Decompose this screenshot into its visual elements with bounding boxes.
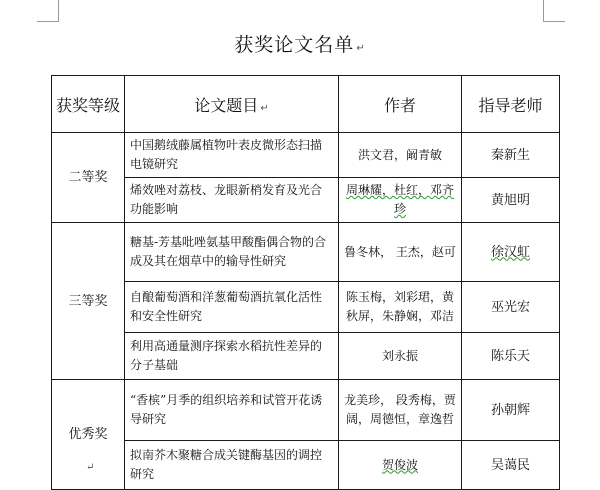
paper-title-cell: 自酿葡萄酒和洋葱葡萄酒抗氧化活性和安全性研究 <box>125 282 339 333</box>
crop-mark-top-left-vertical <box>58 0 59 22</box>
paragraph-mark-icon: ↵ <box>356 43 366 54</box>
paper-title-cell: 烯效唑对荔枝、龙眼新梢发育及光合功能影响 <box>125 178 339 223</box>
authors-cell: 鲁冬林， 王杰，赵可 <box>339 223 462 282</box>
table-row <box>52 333 560 380</box>
advisor-cell: 陈乐天 <box>462 333 560 380</box>
header-advisor: 指导老师 <box>462 76 560 133</box>
advisor-cell: 吴蔼民 <box>462 441 560 490</box>
paper-title-cell: 拟南芥木聚糖合成关键酶基因的调控研究 <box>125 441 339 490</box>
table-row <box>52 380 560 441</box>
header-row <box>52 76 560 133</box>
level-cell: 二等奖 <box>52 133 125 223</box>
paragraph-mark-icon: ↵ <box>260 102 269 114</box>
crop-mark-top-right-horizontal <box>543 21 565 22</box>
paper-title-cell: 中国鹅绒藤属植物叶表皮微形态扫描电镜研究 <box>125 133 339 178</box>
authors-cell: 陈玉梅，刘彩珺，黄秋屏，朱静娴，邓洁 <box>339 282 462 333</box>
authors-cell: 周琳耀，杜红，邓齐珍 <box>339 178 462 223</box>
table-row <box>52 133 560 178</box>
header-authors: 作者 <box>339 76 462 133</box>
level-cell: 三等奖 <box>52 223 125 380</box>
advisor-cell: 黄旭明 <box>462 178 560 223</box>
advisor-cell: 徐汉虹 <box>462 223 560 282</box>
table-row <box>52 223 560 282</box>
crop-mark-top-left-horizontal <box>37 21 59 22</box>
header-title <box>125 76 339 133</box>
level-cell: 优秀奖 <box>52 380 125 490</box>
advisor-cell: 巫光宏 <box>462 282 560 333</box>
paper-title-cell: 利用高通量测序探索水稻抗性差异的分子基础 <box>125 333 339 380</box>
award-table <box>51 75 560 490</box>
advisor-cell: 孙朝辉 <box>462 380 560 441</box>
advisor-cell: 秦新生 <box>462 133 560 178</box>
crop-mark-top-right-vertical <box>543 0 544 22</box>
table-row <box>52 282 560 333</box>
title-text: 获奖论文名单 <box>234 34 355 56</box>
table-row <box>52 441 560 490</box>
page-title <box>0 30 600 57</box>
paragraph-mark-icon: ↵ <box>86 462 95 473</box>
header-level: 获奖等级 <box>52 76 125 133</box>
authors-cell: 贺俊波 <box>339 441 462 490</box>
authors-cell: 洪文君，阚青敏 <box>339 133 462 178</box>
header-title-text: 论文题目 <box>194 95 259 115</box>
table-row <box>52 178 560 223</box>
authors-cell: 龙美珍， 段秀梅，贾阔，周德恒，章逸哲 <box>339 380 462 441</box>
paper-title-cell: 糖基-芳基吡唑氨基甲酸酯偶合物的合成及其在烟草中的输导性研究 <box>125 223 339 282</box>
authors-cell: 刘永振 <box>339 333 462 380</box>
paper-title-cell: “香槟”月季的组织培养和试管开花诱导研究 <box>125 380 339 441</box>
